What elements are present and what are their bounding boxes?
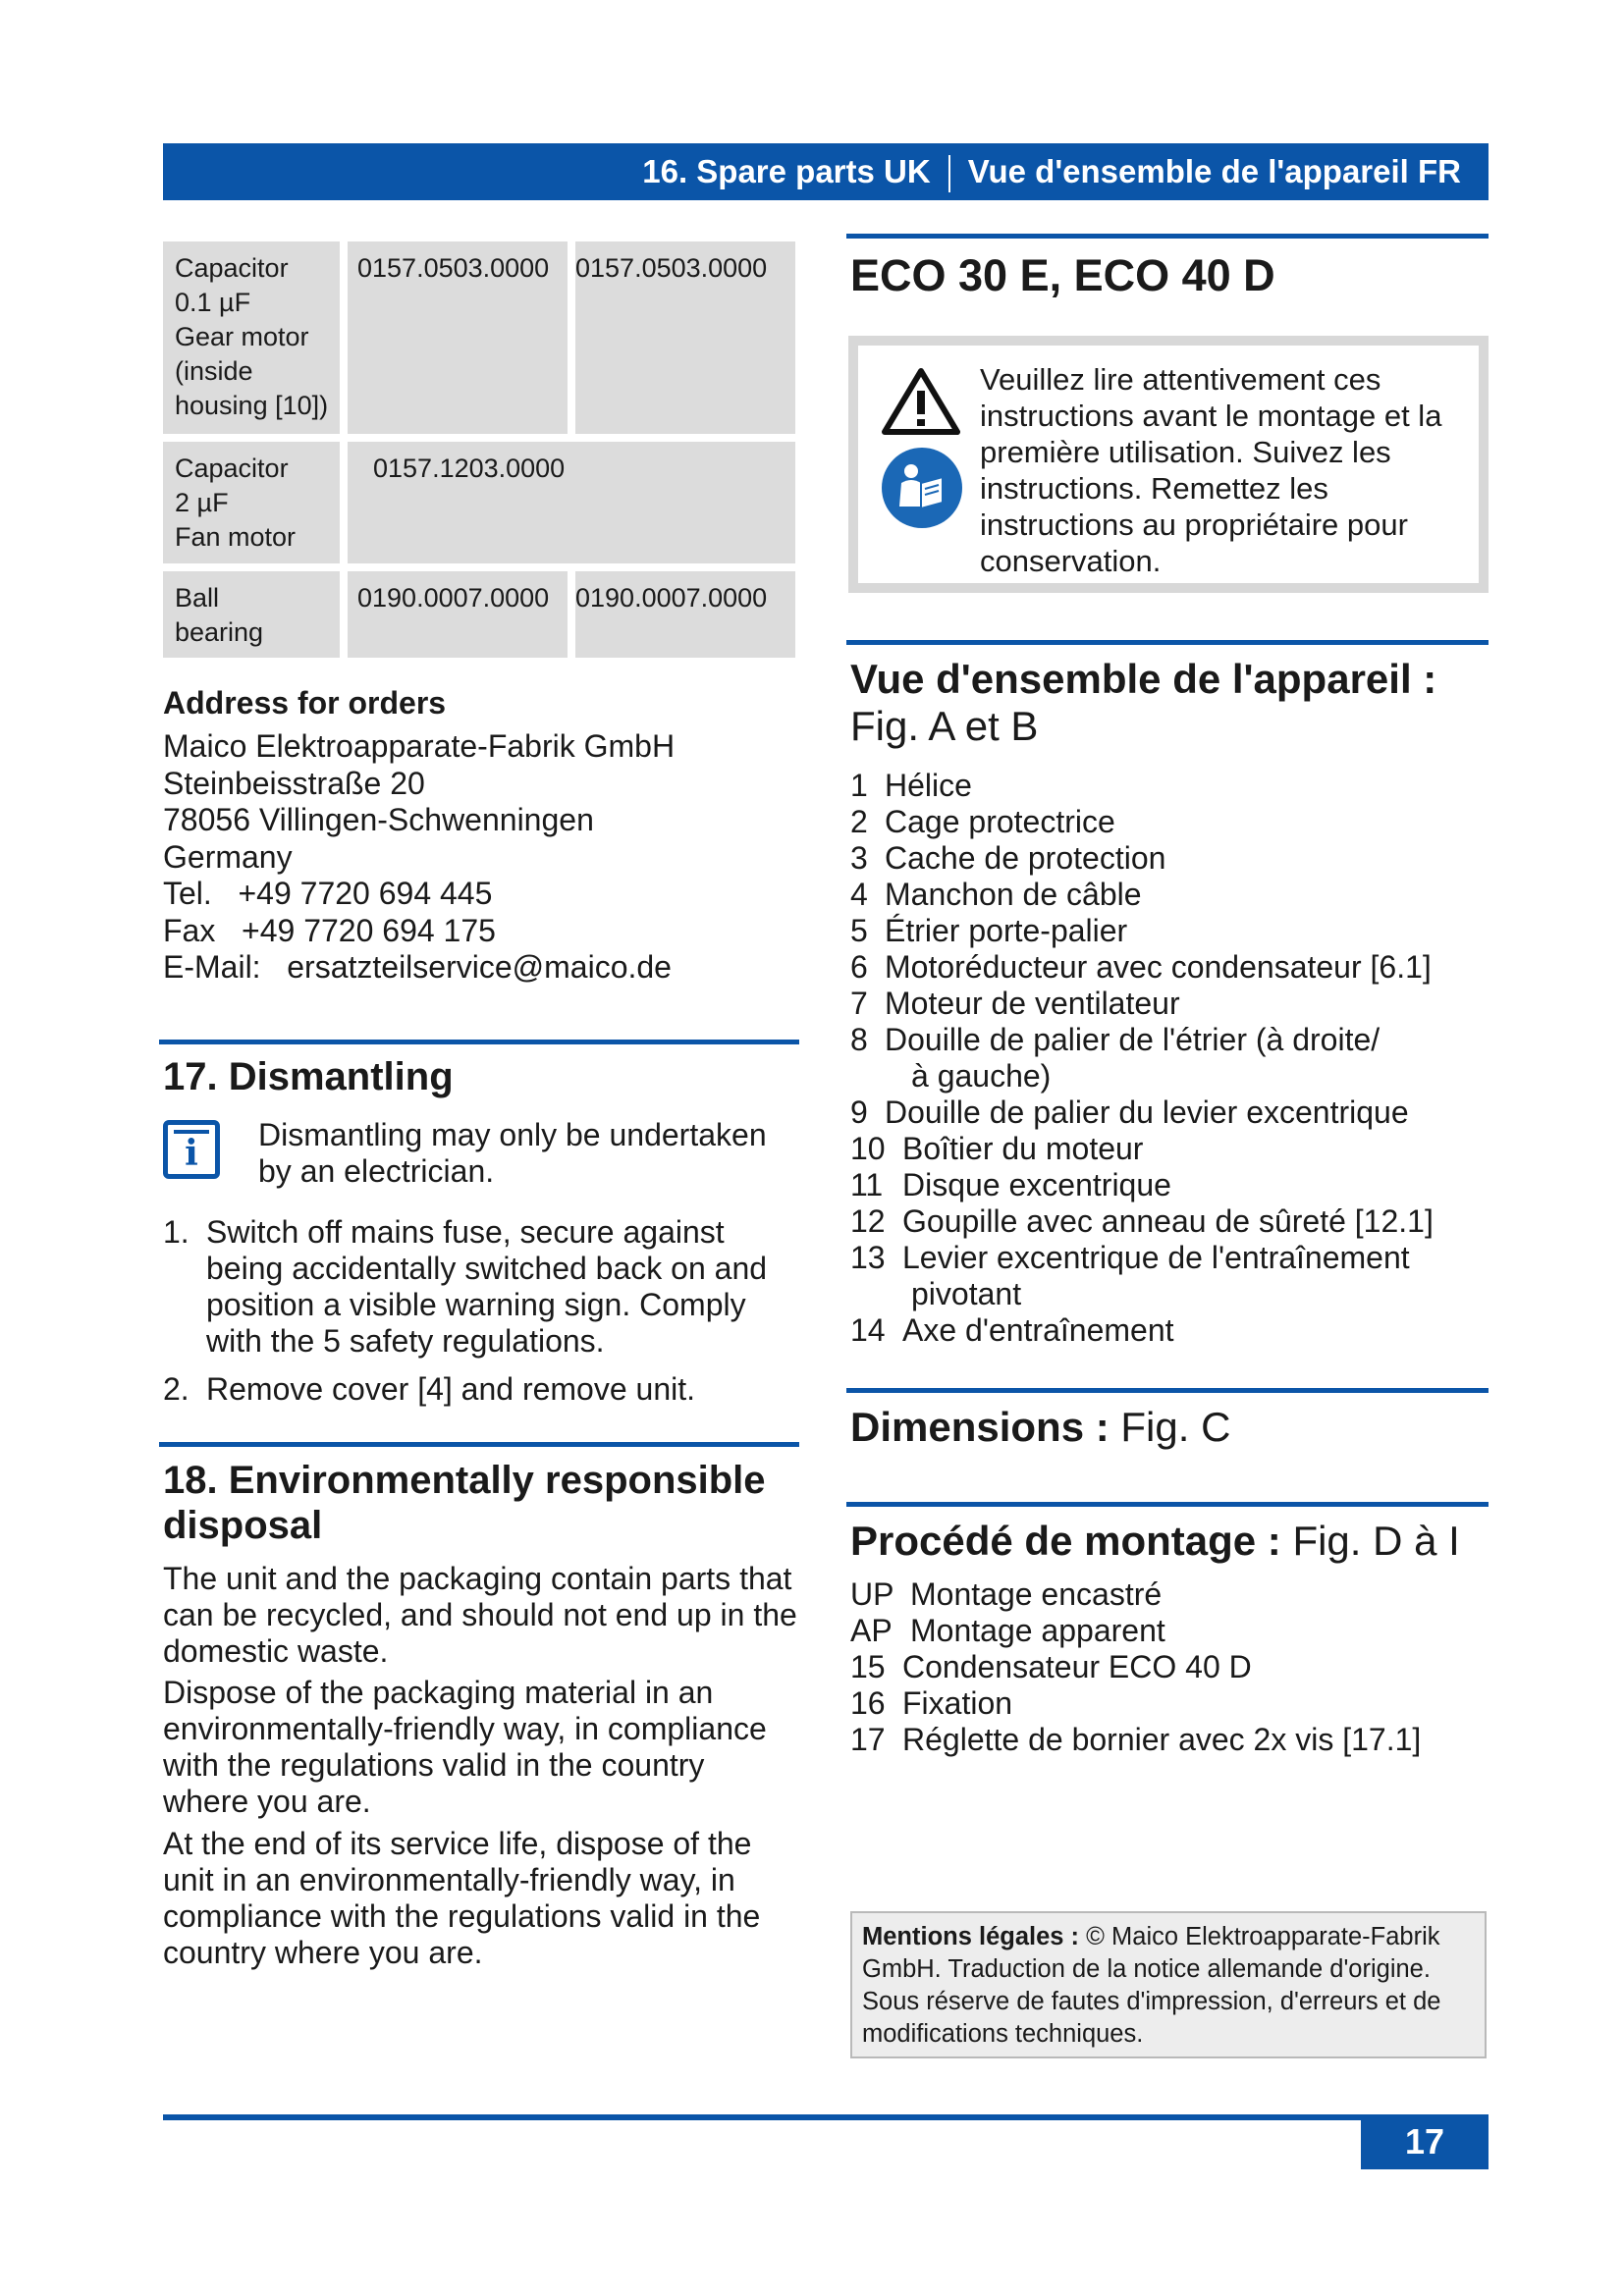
section-divider (159, 1040, 799, 1044)
item-number: 16 (850, 1685, 886, 1721)
item-number: 8 (850, 1022, 868, 1057)
list-item (850, 877, 1479, 913)
item-number: 4 (850, 877, 868, 912)
mounting-title (850, 1518, 1460, 1565)
item-number: 3 (850, 840, 868, 876)
part-number: 0157.0503.0000 (348, 241, 568, 434)
item-text: Montage encastré (910, 1576, 1163, 1612)
list-item (163, 1214, 791, 1360)
item-number: 17 (850, 1722, 886, 1757)
item-number: 1 (850, 768, 868, 803)
legal-label: Mentions légales : (862, 1923, 1080, 1950)
header-right-title: Vue d'ensemble de l'appareil FR (967, 153, 1461, 189)
phone-line: Tel. +49 7720 694 445 (163, 876, 493, 911)
item-text: Condensateur ECO 40 D (902, 1649, 1252, 1684)
section-divider (846, 1388, 1489, 1393)
list-item-continuation (850, 1058, 1479, 1095)
part-name: Capacitor 2 µF Fan motor (163, 442, 340, 563)
step-number: 2. (163, 1371, 189, 1407)
item-text: Goupille avec anneau de sûreté [12.1] (902, 1203, 1434, 1239)
item-text: Manchon de câble (885, 877, 1142, 912)
overview-title-bold: Vue d'ensemble de l'appareil : (850, 656, 1437, 702)
item-text: Étrier porte-palier (885, 913, 1128, 948)
dimensions-title-fig: Fig. C (1120, 1404, 1231, 1450)
part-name: Ball bearing (163, 571, 340, 658)
component-list (850, 768, 1479, 1349)
item-number: 2 (850, 804, 868, 839)
step-text: Remove cover [4] and remove unit. (206, 1371, 696, 1407)
item-number: 11 (850, 1167, 884, 1202)
legal-text: © Maico Elektroapparate-Fabrik GmbH. Traduction de la notice allemande d'origine. Sous réserve de fautes d'impression, d'erreurs et de modifications techniques. (862, 1923, 1441, 2048)
list-item (850, 840, 1479, 877)
dimensions-title-bold: Dimensions : (850, 1404, 1110, 1450)
item-number: UP (850, 1576, 894, 1612)
item-text: Disque excentrique (902, 1167, 1171, 1202)
item-text: Montage apparent (910, 1613, 1165, 1648)
list-item (850, 1613, 1479, 1649)
list-item (850, 1576, 1479, 1613)
address-title: Address for orders (163, 685, 447, 721)
header-bar (163, 143, 1489, 200)
mounting-title-fig: Fig. D à I (1292, 1518, 1460, 1564)
header-title (642, 143, 1461, 200)
list-item (850, 768, 1479, 804)
list-item (850, 1722, 1479, 1758)
list-item (850, 949, 1479, 986)
item-number: 14 (850, 1312, 886, 1348)
item-text: Douille de palier du levier excentrique (885, 1095, 1409, 1130)
safety-notice-text: Veuillez lire attentivement ces instructions avant le montage et la première utilisation. Suivez les instructions. Remettez les instructions au propriétaire pour conservation. (980, 362, 1442, 578)
item-number: 15 (850, 1649, 886, 1684)
list-item (850, 1203, 1479, 1240)
dimensions-title (850, 1404, 1230, 1451)
list-item (850, 1685, 1479, 1722)
dismantling-note: Dismantling may only be undertaken by an electrician. (258, 1117, 767, 1189)
section-divider (846, 1502, 1489, 1507)
section-divider (159, 1442, 799, 1447)
section-divider (846, 234, 1489, 239)
part-number: 0190.0007.0000 (575, 571, 795, 658)
item-number: 10 (850, 1131, 886, 1166)
list-item (850, 1095, 1479, 1131)
overview-title-fig: Fig. A et B (850, 703, 1039, 749)
warning-icon (882, 367, 960, 436)
step-text: Switch off mains fuse, secure against being accidentally switched back on and position a visible warning sign. Comply with the 5 safety regulations. (206, 1214, 768, 1359)
item-text: Axe d'entraînement (902, 1312, 1174, 1348)
part-name: Capacitor 0.1 µF Gear motor (inside housing [10]) (163, 241, 340, 434)
item-text: Cage protectrice (885, 804, 1115, 839)
table-row (163, 571, 795, 658)
fax-line: Fax +49 7720 694 175 (163, 912, 496, 948)
list-item (163, 1371, 791, 1408)
dismantling-steps (163, 1214, 791, 1408)
table-row (163, 241, 795, 434)
overview-title (850, 656, 1479, 750)
list-item (850, 1240, 1479, 1276)
email-line: E-Mail: ersatzteilservice@maico.de (163, 949, 672, 985)
info-icon: i (163, 1120, 220, 1179)
item-number: 12 (850, 1203, 886, 1239)
disposal-paragraph: At the end of its service life, dispose of the unit in an environmentally-friendly way, in compliance with the regulations valid in the country where you are. (163, 1826, 761, 1970)
item-text: Boîtier du moteur (902, 1131, 1144, 1166)
list-item (850, 986, 1479, 1022)
header-separator (948, 155, 950, 192)
footer-rule (163, 2114, 1489, 2120)
item-text: Douille de palier de l'étrier (à droite/ (885, 1022, 1380, 1057)
list-item (850, 1131, 1479, 1167)
header-left-title: 16. Spare parts UK (642, 153, 931, 189)
read-manual-icon (882, 448, 962, 528)
legal-notice (850, 1911, 1487, 2058)
list-item (850, 1649, 1479, 1685)
product-title: ECO 30 E, ECO 40 D (850, 250, 1275, 300)
safety-notice (848, 336, 1489, 593)
part-number: 0157.0503.0000 (575, 241, 795, 434)
item-text: Réglette de bornier avec 2x vis [17.1] (902, 1722, 1422, 1757)
mounting-list (850, 1576, 1479, 1758)
item-number: 13 (850, 1240, 886, 1275)
section-divider (846, 640, 1489, 645)
address-line: 78056 Villingen-Schwenningen (163, 802, 594, 837)
item-text: Hélice (885, 768, 972, 803)
item-text: pivotant (911, 1276, 1022, 1311)
page-number: 17 (1361, 2114, 1489, 2169)
list-item (850, 1167, 1479, 1203)
spare-parts-table (163, 241, 795, 666)
list-item (850, 1022, 1479, 1058)
address-line: Germany (163, 838, 293, 875)
item-text: à gauche) (911, 1058, 1052, 1094)
disposal-paragraph: The unit and the packaging contain parts that can be recycled, and should not end up in the domestic waste. (163, 1561, 797, 1669)
item-number: 9 (850, 1095, 868, 1130)
item-text: Levier excentrique de l'entraînement (902, 1240, 1410, 1275)
list-item (850, 1312, 1479, 1349)
list-item (850, 913, 1479, 949)
item-number: 5 (850, 913, 868, 948)
item-text: Cache de protection (885, 840, 1166, 876)
list-item (850, 804, 1479, 840)
address-block (163, 728, 675, 987)
address-line: Maico Elektroapparate-Fabrik GmbH (163, 728, 676, 764)
part-number: 0190.0007.0000 (348, 571, 568, 658)
address-line: Steinbeisstraße 20 (163, 765, 425, 801)
step-number: 1. (163, 1214, 189, 1250)
item-number: 7 (850, 986, 868, 1021)
item-number: 6 (850, 949, 868, 985)
part-number: 0157.1203.0000 (348, 442, 795, 563)
disposal-paragraph: Dispose of the packaging material in an environmentally-friendly way, in compliance with the regulations valid in the country where you are. (163, 1675, 767, 1819)
item-text: Moteur de ventilateur (885, 986, 1180, 1021)
table-row (163, 442, 795, 563)
mounting-title-bold: Procédé de montage : (850, 1518, 1281, 1564)
item-text: Motoréducteur avec condensateur [6.1] (885, 949, 1432, 985)
dismantling-title: 17. Dismantling (163, 1055, 454, 1098)
disposal-title: 18. Environmentally responsible disposal (163, 1459, 766, 1547)
list-item-continuation (850, 1276, 1479, 1312)
item-number: AP (850, 1613, 893, 1648)
item-text: Fixation (902, 1685, 1013, 1721)
